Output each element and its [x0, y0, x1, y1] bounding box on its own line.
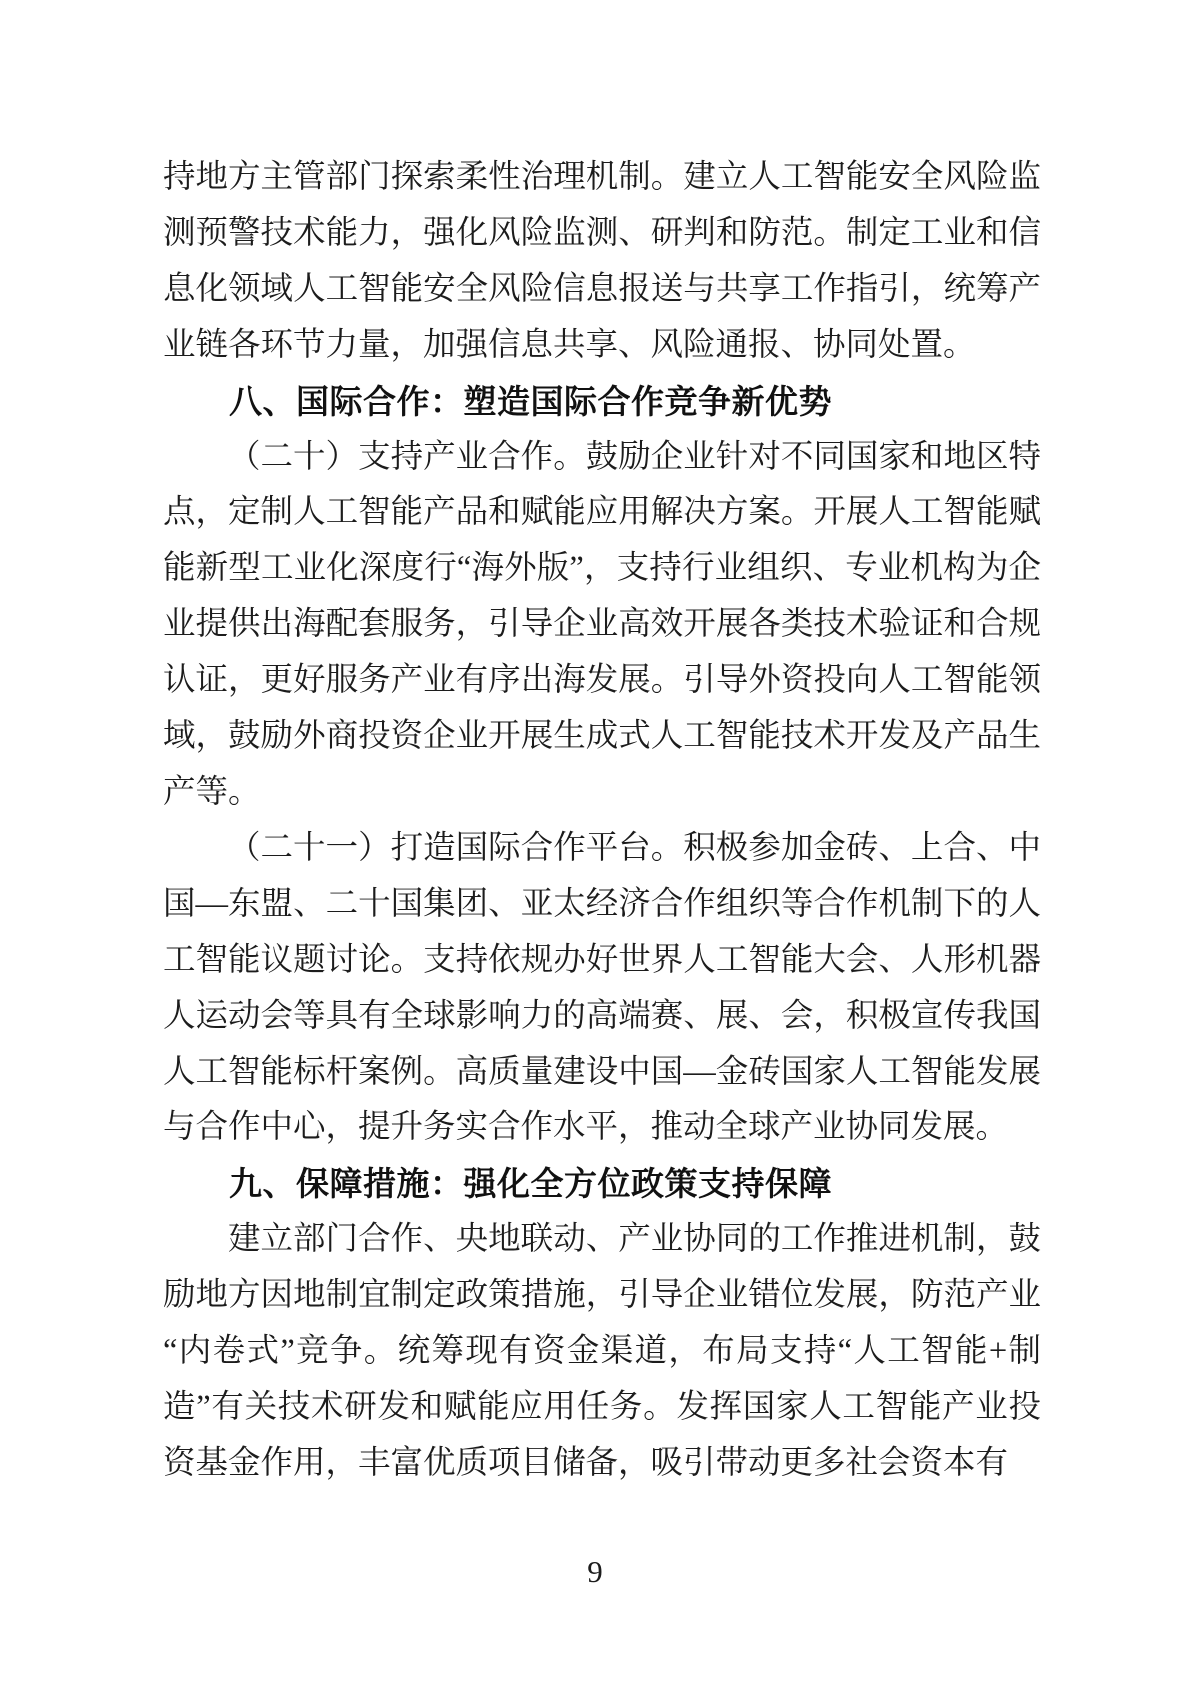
paragraph-continuation: 持地方主管部门探索柔性治理机制。建立人工智能安全风险监测预警技术能力，强化风险监测、研判和防范。制定工业和信息化领域人工智能安全风险信息报送与共享工作指引，统筹产业链各环节力量，加强信息共享、风险通报、协同处置。	[163, 159, 1041, 363]
page-number: 9	[587, 1554, 603, 1589]
section-heading: 八、国际合作：塑造国际合作竞争新优势	[229, 382, 832, 420]
paragraph: 建立部门合作、央地联动、产业协同的工作推进机制，鼓励地方因地制宜制定政策措施，引导企业错位发展，防范产业“内卷式”竞争。统筹现有资金渠道，布局支持“人工智能+制造”有关技术研发和赋能应用任务。发挥国家人工智能产业投资基金作用，丰富优质项目储备，吸引带动更多社会资本有	[163, 1221, 1041, 1481]
paragraph: （二十一）打造国际合作平台。积极参加金砖、上合、中国—东盟、二十国集团、亚太经济合作组织等合作机制下的人工智能议题讨论。支持依规办好世界人工智能大会、人形机器人运动会等具有全球影响力的高端赛、展、会，积极宣传我国人工智能标杆案例。高质量建设中国—金砖国家人工智能发展与合作中心，提升务实合作水平，推动全球产业协同发展。	[163, 829, 1041, 1146]
paragraph: （二十）支持产业合作。鼓励企业针对不同国家和地区特点，定制人工智能产品和赋能应用解决方案。开展人工智能赋能新型工业化深度行“海外版”，支持行业组织、专业机构为企业提供出海配套服务，引导企业高效开展各类技术验证和合规认证，更好服务产业有序出海发展。引导外资投向人工智能领域，鼓励外商投资企业开展生成式人工智能技术开发及产品生产等。	[163, 438, 1041, 810]
document-body	[163, 150, 1041, 1492]
section-heading: 九、保障措施：强化全方位政策支持保障	[229, 1165, 832, 1203]
